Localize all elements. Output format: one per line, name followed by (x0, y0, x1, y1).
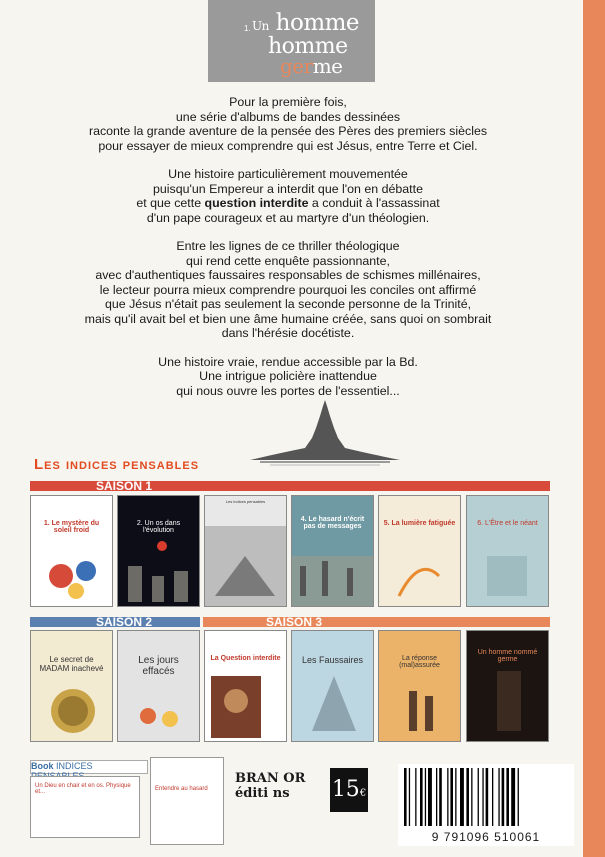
cover-art-icon (205, 496, 287, 607)
cover-art-icon (467, 496, 549, 607)
album-cover[interactable]: 4. Le hasard n'écrit pas de messages (291, 495, 374, 607)
season-3-label: SAISON 3 (266, 615, 323, 629)
title-line-3: germe (280, 54, 343, 78)
cover-art-icon (379, 631, 461, 742)
season-1-label: SAISON 1 (96, 479, 153, 493)
cover-art-icon (118, 496, 200, 607)
cover-art-icon (379, 496, 461, 607)
blurb-paragraph-4: Une histoire vraie, rendue accessible par la Bd. Une intrigue policière inattendue qui nous ouvre les portes de l'essentiel... (158, 354, 418, 398)
title-logo (208, 0, 375, 82)
album-cover[interactable]: La réponse (mal)assurée (378, 630, 461, 742)
book-series-label: Book INDICES (30, 760, 148, 774)
isbn-barcode (398, 764, 574, 846)
publisher-logo: BRAN OR éditi ns (235, 771, 306, 801)
cover-art-icon (292, 631, 374, 742)
blurb-paragraph-3: Entre les lignes de ce thriller théologique qui rend cette enquête passionnante, avec d'authentiques faussaires responsables de schismes millénaires, le lecteur pourra mieux comprendre pourquoi les conciles ont affirmé que Jésus n'était pas seulement la seconde personne de la Trinité, mais qu'il avait bel et bien une âme humaine créée, sans quoi on sombrait dans l'hérésie docétiste. (84, 239, 492, 340)
cover-art-icon (31, 631, 113, 742)
book-cover-title: Un Dieu en chair et en os. Physique et... (35, 783, 131, 795)
title-line-2: homme (268, 34, 348, 59)
album-cover[interactable]: 2. Un os dans l'évolution (117, 495, 200, 607)
cover-art-icon (292, 496, 374, 607)
series-title: Les indices pensables (34, 456, 200, 473)
side-color-strip (583, 0, 605, 857)
album-cover[interactable]: Un homme nommé germe (466, 630, 549, 742)
cover-art-icon (467, 631, 549, 742)
album-cover[interactable]: Les indices pensables (204, 495, 287, 607)
book-cover[interactable] (150, 757, 224, 845)
barcode-icon (398, 764, 574, 830)
season-2-label: SAISON 2 (96, 615, 153, 629)
blurb-paragraph-2: Une histoire particulièrement mouvementée puisqu'un Empereur a interdit que l'on en débatte et que cette question interdite a conduit à l'assassinat d'un pape courageux et au martyre d'un théologien. (136, 167, 440, 225)
album-cover[interactable]: 5. La lumière fatiguée (378, 495, 461, 607)
album-cover[interactable]: Les Faussaires (291, 630, 374, 742)
cover-art-icon (31, 496, 113, 607)
album-cover[interactable]: La Question interdite (204, 630, 287, 742)
album-cover[interactable]: Le secret de MADAM inachevé (30, 630, 113, 742)
volume-number: 1. (244, 24, 251, 33)
isbn-number: 9 791096 510061 (431, 830, 541, 844)
album-cover[interactable]: Les jours effacés (117, 630, 200, 742)
title-line-1: Un homme (252, 10, 360, 36)
cover-art-icon (118, 631, 200, 742)
book-cover-title: Entendre au hasard (155, 786, 208, 792)
album-cover[interactable]: 6. L'Être et le néant (466, 495, 549, 607)
back-cover-blurb (28, 95, 548, 412)
book-cover[interactable] (30, 776, 140, 838)
blurb-paragraph-1: Pour la première fois, une série d'albums de bandes dessinées raconte la grande aventure de la pensée des Pères des premiers siècles pour essayer de mieux comprendre qui est Jésus, entre Terre et Ciel. (88, 95, 488, 153)
season-3-band (203, 617, 550, 627)
cover-art-icon (205, 631, 287, 742)
mont-saint-michel-illustration (250, 398, 400, 468)
price-tag: 15€ (330, 768, 368, 812)
album-cover[interactable]: 1. Le mystère du soleil froid (30, 495, 113, 607)
